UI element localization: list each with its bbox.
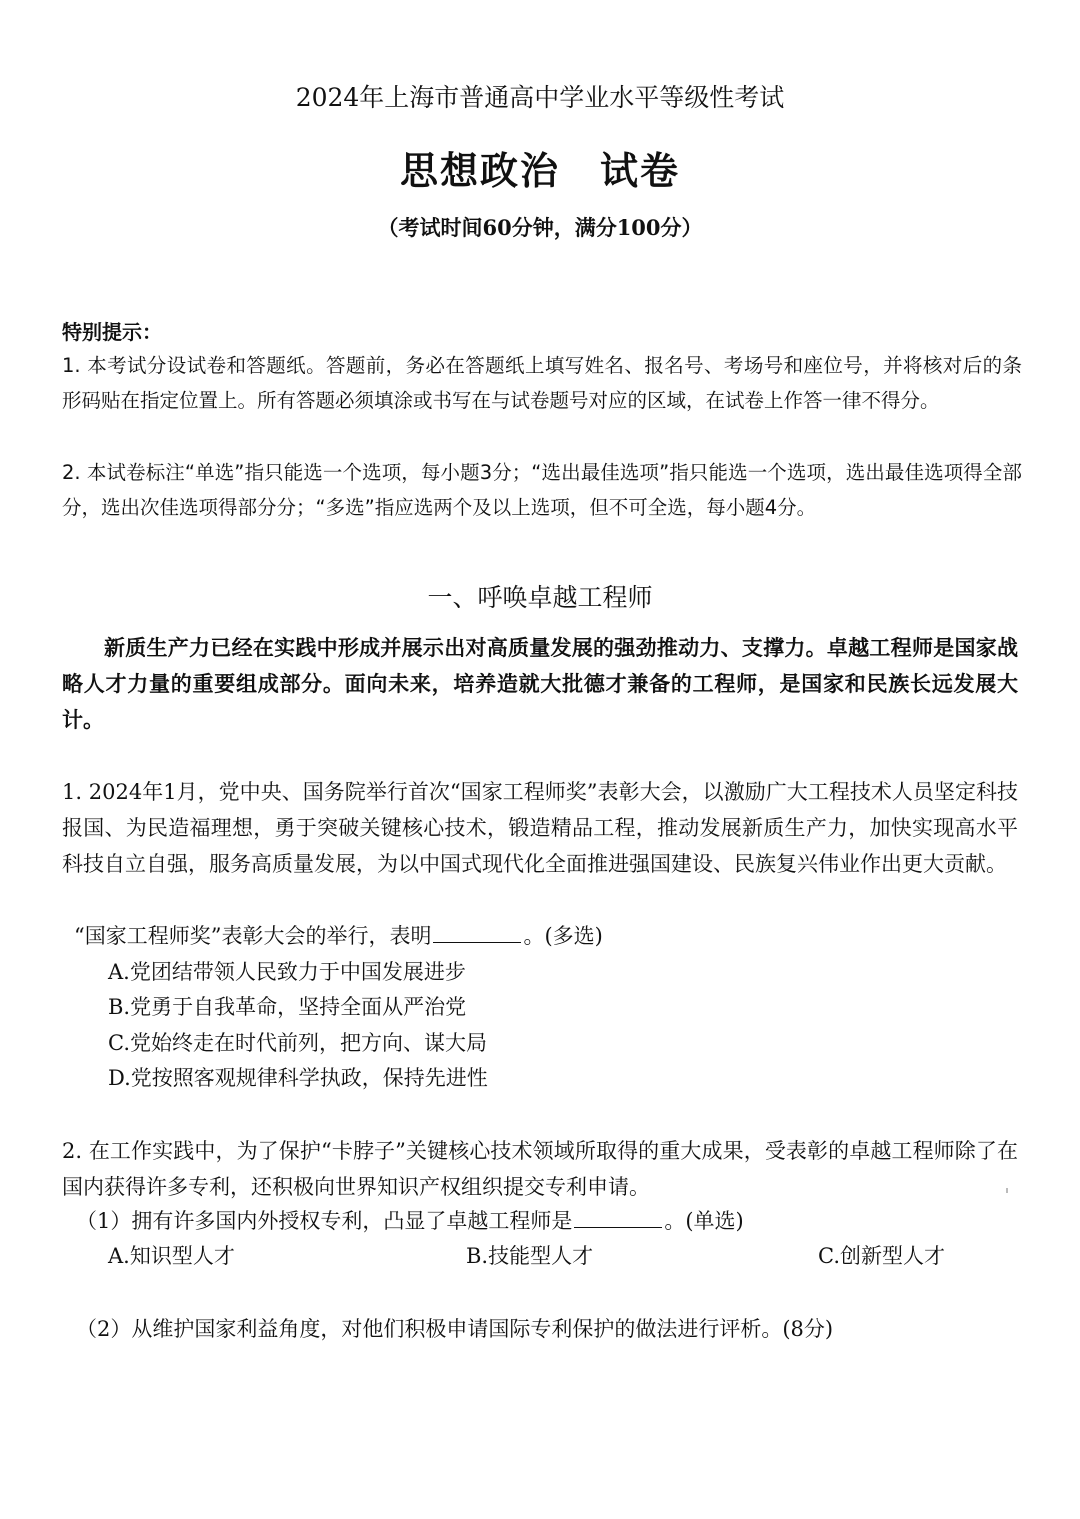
question-2-sub-1 <box>76 1205 744 1235</box>
question-1-stem-after: 。(多选) <box>523 924 603 948</box>
section-heading <box>0 578 1080 614</box>
notice-heading: 特别提示： <box>62 320 162 344</box>
question-2-sub-1-after: 。(单选) <box>664 1209 744 1233</box>
section-intro: 新质生产力已经在实践中形成并展示出对高质量发展的强劲推动力、支撑力。卓越工程师是国家战略人才力量的重要组成部分。面向未来，培养造就大批德才兼备的工程师，是国家和民族长远发展大计。 <box>62 635 1018 732</box>
question-2-text: 2. 在工作实践中，为了保护“卡脖子”关键核心技术领域所取得的重大成果，受表彰的卓越工程师除了在国内获得许多专利，还积极向世界知识产权组织提交专利申请。 <box>62 1139 1018 1199</box>
subject-title: 思想政治 试卷 <box>399 149 680 193</box>
question-2-sub-1-before: （1）拥有许多国内外授权专利，凸显了卓越工程师是 <box>76 1209 573 1233</box>
question-1-text: 1. 2024年1月，党中央、国务院举行首次“国家工程师奖”表彰大会，以激励广大工程技术人员坚定科技报国、为民造福理想，勇于突破关键核心技术，锻造精品工程，推动发展新质生产力，加快实现高水平科技自立自强，服务高质量发展，为以中国式现代化全面推进强国建设、民族复兴伟业作出更大贡献。 <box>62 780 1018 876</box>
answer-blank <box>574 1207 662 1228</box>
exam-info: （考试时间60分钟，满分100分） <box>377 215 703 240</box>
question-2-sub-2: （2）从维护国家利益角度，对他们积极申请国际专利保护的做法进行评析。(8分) <box>76 1317 834 1341</box>
notice-item-2: 2. 本试卷标注“单选”指只能选一个选项，每小题3分；“选出最佳选项”指只能选一个选项，选出最佳选项得全部分，选出次佳选项得部分分；“多选”指应选两个及以上选项，但不可全选，每小题4分。 <box>62 461 1022 519</box>
section-heading-text: 一、呼唤卓越工程师 <box>427 583 653 612</box>
question-1-option-b: B.党勇于自我革命，坚持全面从严治党 <box>108 995 467 1019</box>
question-1-stem <box>74 920 603 950</box>
question-1-option-a: A.党团结带领人民致力于中国发展进步 <box>108 960 466 984</box>
notice-item-1: 1. 本考试分设试卷和答题纸。答题前，务必在答题纸上填写姓名、报名号、考场号和座位号，并将核对后的条形码贴在指定位置上。所有答题必须填涂或书写在与试卷题号对应的区域，在试卷上作答一律不得分。 <box>62 354 1022 412</box>
question-2-option-c: C.创新型人才 <box>818 1244 945 1268</box>
answer-blank <box>433 922 521 943</box>
question-2-option-a: A.知识型人才 <box>108 1244 235 1268</box>
exam-title: 2024年上海市普通高中学业水平等级性考试 <box>295 83 785 112</box>
question-1-stem-before: “国家工程师奖”表彰大会的举行，表明 <box>74 924 432 948</box>
question-2-option-b: B.技能型人才 <box>466 1244 594 1268</box>
question-1-option-d: D.党按照客观规律科学执政，保持先进性 <box>108 1066 488 1090</box>
scan-speck <box>1006 1188 1008 1193</box>
question-1-option-c: C.党始终走在时代前列，把方向、谋大局 <box>108 1031 487 1055</box>
